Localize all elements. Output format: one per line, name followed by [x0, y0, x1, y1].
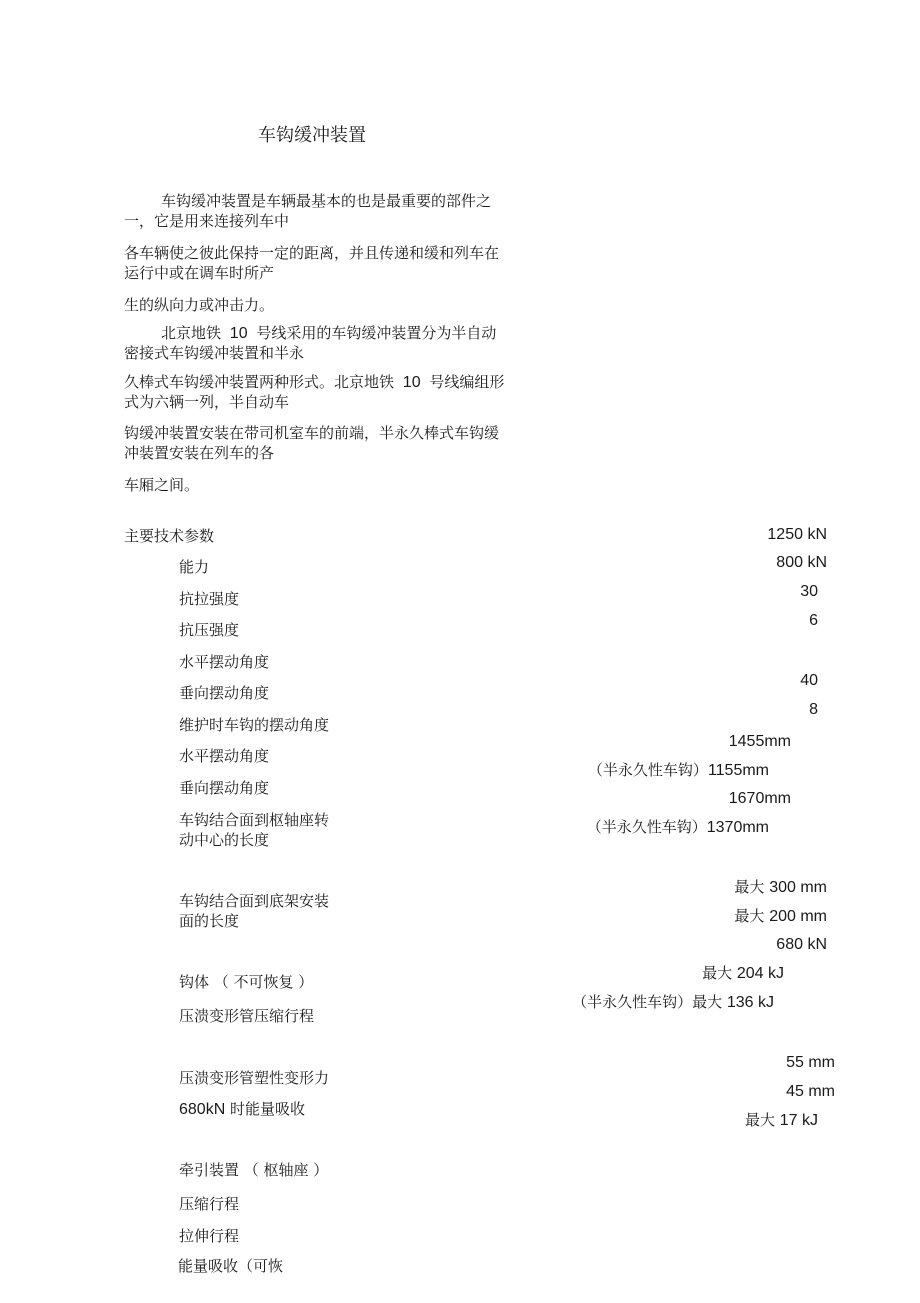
energy-label: 时能量吸收	[230, 1100, 306, 1118]
param-label: 车钩结合面到底架安装	[179, 892, 330, 910]
param-label: 抗拉强度	[179, 590, 240, 608]
intro-line: 生的纵向力或冲击力。	[124, 296, 275, 314]
value-number: 200 mm	[769, 908, 827, 925]
param-label	[179, 1099, 305, 1120]
param-label: 抗压强度	[179, 621, 240, 639]
value-number: 204 kJ	[736, 965, 784, 982]
value-note: 最大	[744, 1111, 775, 1129]
param-value: 6	[809, 612, 818, 629]
intro-text: 号线采用的车钩缓冲装置分为半自动	[256, 324, 497, 342]
param-label: 牵引装置 （ 枢轴座 ）	[179, 1161, 329, 1179]
param-label: 维护时车钩的摆动角度	[179, 716, 330, 734]
intro-line: 车钩缓冲装置是车辆最基本的也是最重要的部件之	[161, 192, 492, 210]
param-label: 水平摆动角度	[179, 653, 270, 671]
intro-text: 号线编组形	[429, 373, 505, 391]
value-note: （半永久性车钩）最大	[572, 993, 723, 1011]
param-value	[587, 817, 769, 838]
value-note: （半永久性车钩）	[587, 761, 708, 779]
intro-line: 式为六辆一列，半自动车	[124, 393, 290, 411]
param-value: 45 mm	[786, 1083, 835, 1100]
energy-force: 680kN	[179, 1101, 226, 1118]
value-number: 136 kJ	[726, 994, 774, 1011]
value-number: 300 mm	[769, 879, 827, 896]
param-value	[588, 760, 769, 781]
intro-line	[124, 372, 504, 393]
param-value: 40	[800, 672, 818, 689]
line-number: 10	[229, 325, 248, 342]
param-label: 能量吸收（可恢	[178, 1257, 284, 1275]
param-label: 能力	[179, 558, 210, 576]
param-value: 1670mm	[728, 790, 791, 807]
intro-line: 一，它是用来连接列车中	[124, 212, 290, 230]
value-note: 最大	[702, 964, 733, 982]
param-label: 水平摆动角度	[179, 747, 270, 765]
value-note: （半永久性车钩）	[586, 818, 707, 836]
param-label: 压溃变形管塑性变形力	[179, 1069, 330, 1087]
intro-line: 运行中或在调车时所产	[124, 264, 275, 282]
value-number: 1370mm	[706, 819, 769, 836]
value-note: 最大	[734, 907, 765, 925]
clipped-label	[170, 1253, 370, 1275]
param-label: 压溃变形管压缩行程	[179, 1007, 315, 1025]
intro-text: 北京地铁	[161, 324, 222, 342]
intro-text: 久棒式车钩缓冲装置两种形式。北京地铁	[124, 373, 395, 391]
param-value	[734, 877, 827, 898]
param-value: 1250 kN	[767, 526, 827, 543]
value-number: 17 kJ	[779, 1112, 818, 1129]
intro-line	[161, 323, 496, 344]
param-label: 压缩行程	[179, 1195, 240, 1213]
line-number: 10	[402, 374, 421, 391]
param-value	[702, 963, 784, 984]
param-value	[734, 906, 827, 927]
intro-line: 车厢之间。	[124, 476, 200, 494]
intro-line: 密接式车钩缓冲装置和半永	[124, 344, 305, 362]
param-value: 1455mm	[728, 733, 791, 750]
params-heading: 主要技术参数	[124, 527, 215, 545]
param-value: 8	[809, 701, 818, 718]
value-number: 1155mm	[707, 762, 769, 779]
value-note: 最大	[734, 878, 765, 896]
intro-line: 冲装置安装在列车的各	[124, 444, 275, 462]
param-label: 垂向摆动角度	[179, 779, 270, 797]
document-title: 车钩缓冲装置	[258, 125, 366, 146]
param-value: 680 kN	[776, 936, 827, 953]
intro-line: 钩缓冲装置安装在带司机室车的前端，半永久棒式车钩缓	[124, 424, 500, 442]
param-value: 55 mm	[786, 1054, 835, 1071]
param-label: 动中心的长度	[179, 831, 270, 849]
param-label: 车钩结合面到枢轴座转	[179, 811, 330, 829]
param-label: 面的长度	[179, 912, 240, 930]
param-label: 拉伸行程	[179, 1227, 240, 1245]
param-value	[745, 1110, 818, 1131]
param-value	[572, 992, 774, 1013]
param-label: 钩体 （ 不可恢复 ）	[179, 973, 314, 991]
intro-line: 各车辆使之彼此保持一定的距离，并且传递和缓和列车在	[124, 244, 500, 262]
param-value: 30	[800, 583, 818, 600]
param-label: 垂向摆动角度	[179, 684, 270, 702]
param-value: 800 kN	[776, 554, 827, 571]
